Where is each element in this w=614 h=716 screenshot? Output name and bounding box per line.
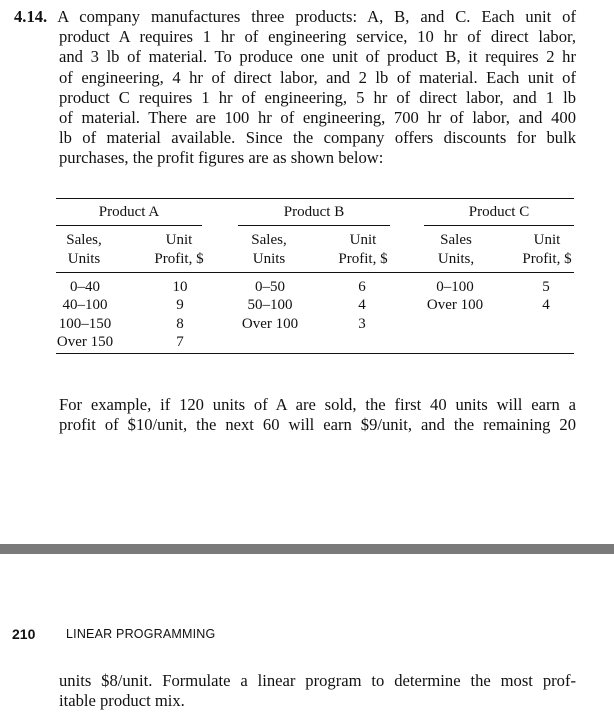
problem-line: lb of material available. Since the company offers discounts for bulk bbox=[59, 128, 576, 148]
header-rule bbox=[56, 272, 574, 273]
problem-line: product A requires 1 hr of engineering service, 10 hr of direct labor, bbox=[59, 27, 576, 47]
product-a-header: Product A bbox=[98, 204, 160, 220]
table-cell: 40–100 bbox=[62, 297, 108, 314]
product-b-profit-cells bbox=[352, 278, 372, 333]
product-c-header: Product C bbox=[468, 204, 530, 220]
table-cell: 100–150 bbox=[58, 315, 112, 332]
product-a-sales-cells bbox=[56, 278, 114, 351]
product-c-sales-cells bbox=[422, 278, 488, 315]
table-top-rule bbox=[56, 198, 574, 199]
problem-line: of material. There are 100 hr of engineering, 700 hr of labor, and 400 bbox=[59, 108, 576, 128]
product-b-header: Product B bbox=[283, 204, 345, 220]
table-cell: Over 100 bbox=[241, 315, 299, 332]
table-bottom-rule bbox=[56, 353, 574, 354]
product-c-profit-cells bbox=[536, 278, 556, 315]
continuation-paragraph bbox=[59, 671, 576, 711]
product-a-profit-cells bbox=[168, 278, 192, 351]
table-cell: 3 bbox=[358, 315, 366, 332]
profit-table bbox=[56, 198, 574, 354]
table-cell: 10 bbox=[172, 279, 188, 295]
problem-line: and 3 lb of material. To produce one unit of product B, it requires 2 hr bbox=[59, 47, 576, 67]
product-c-sales-header: Sales Units, bbox=[437, 232, 475, 267]
page-break-bar bbox=[0, 544, 614, 554]
page-number: 210 bbox=[12, 626, 36, 642]
product-b-sales-header: Sales, Units bbox=[251, 232, 287, 267]
continuation-line: units $8/unit. Formulate a linear program to determine the most prof- bbox=[59, 671, 576, 690]
table-cell: 0–40 bbox=[70, 279, 100, 295]
example-paragraph bbox=[59, 395, 576, 435]
table-cell: 0–50 bbox=[255, 279, 285, 295]
product-c-underline bbox=[424, 225, 574, 226]
table-cell: 8 bbox=[176, 315, 184, 332]
table-cell: 0–100 bbox=[436, 279, 474, 295]
problem-number: 4.14. bbox=[14, 7, 48, 26]
table-cell: 50–100 bbox=[247, 297, 293, 314]
problem-statement bbox=[14, 7, 576, 169]
problem-line: of engineering, 4 hr of direct labor, and 2 lb of material. Each unit of bbox=[59, 67, 576, 87]
table-cell: 9 bbox=[176, 297, 184, 314]
table-cell: Over 100 bbox=[426, 297, 484, 314]
table-cell: 4 bbox=[358, 297, 366, 314]
running-head: LINEAR PROGRAMMING bbox=[66, 627, 216, 641]
table-cell: Over 150 bbox=[56, 333, 114, 350]
table-cell: 4 bbox=[542, 297, 550, 314]
problem-line: product C requires 1 hr of engineering, 5 hr of direct labor, and 1 lb bbox=[59, 87, 576, 107]
product-a-profit-header: Unit Profit, $ bbox=[154, 232, 204, 267]
problem-line: 4.14. A company manufactures three products: A, B, and C. Each unit of bbox=[14, 7, 576, 26]
product-b-underline bbox=[238, 225, 390, 226]
product-a-underline bbox=[56, 225, 202, 226]
problem-line: purchases, the profit figures are as shown below: bbox=[59, 148, 384, 168]
continuation-line: itable product mix. bbox=[59, 691, 185, 711]
product-b-sales-cells bbox=[238, 278, 302, 333]
table-cell: 6 bbox=[358, 279, 366, 295]
table-cell: 5 bbox=[542, 279, 550, 295]
product-a-sales-header: Sales, Units bbox=[66, 232, 102, 267]
product-b-profit-header: Unit Profit, $ bbox=[338, 232, 388, 267]
product-c-profit-header: Unit Profit, $ bbox=[522, 232, 572, 267]
example-line: For example, if 120 units of A are sold, the first 40 units will earn a bbox=[59, 395, 576, 414]
example-line: profit of $10/unit, the next 60 will earn $9/unit, and the remaining 20 bbox=[59, 415, 576, 435]
table-cell: 7 bbox=[176, 333, 184, 350]
